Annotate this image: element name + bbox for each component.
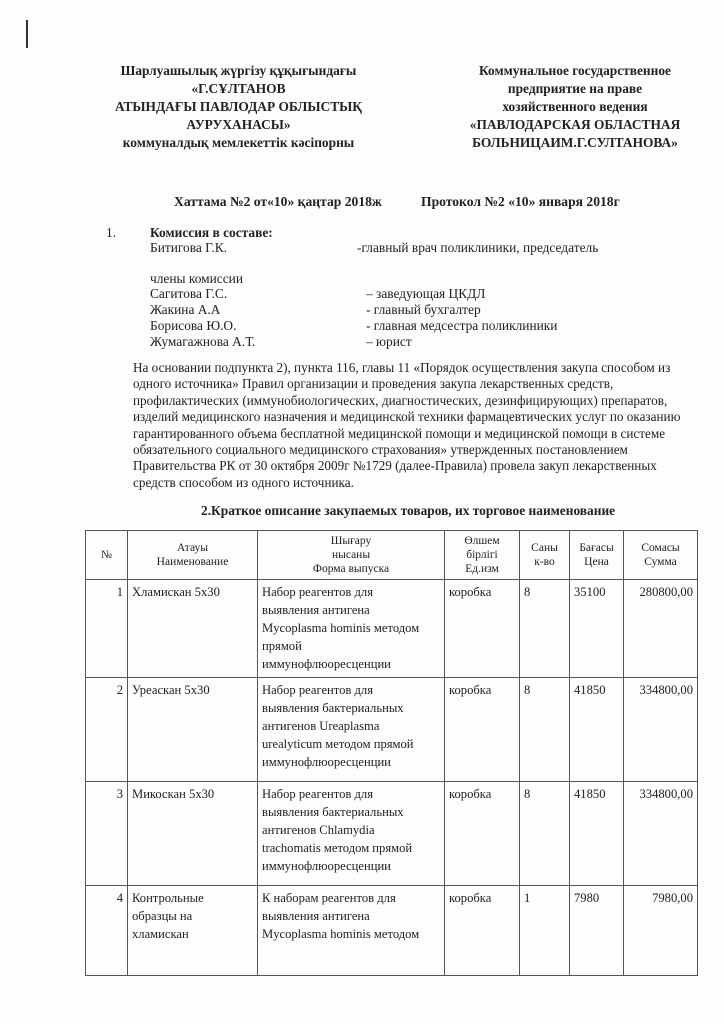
header-line: Шарлуашылық жүргізу құқығындағы	[120, 63, 357, 78]
row-form: Набор реагентов для выявления бактериальных антигенов Ureaplasma urealyticum методом прямой иммунофлюоресценции	[258, 678, 445, 782]
header-kazakh	[96, 62, 381, 152]
protocol-title-kz: Хаттама №2 от«10» қаңтар 2018ж	[174, 194, 382, 209]
row-name: Микоскан 5х30	[128, 782, 258, 886]
row-number: 4	[86, 886, 128, 976]
row-name: Хламискан 5х30	[128, 580, 258, 678]
row-form: К наборам реагентов для выявления антигена Mycoplasma hominis методом	[258, 886, 445, 976]
row-unit: коробка	[445, 782, 520, 886]
paragraph-line: гарантированного объема бесплатной медицинской помощи и медицинской помощи в системе	[133, 425, 666, 441]
header-line: «ПАВЛОДАРСКАЯ ОБЛАСТНАЯ	[469, 117, 681, 132]
table-header-row	[86, 531, 698, 580]
chair-name: Битигова Г.К.	[150, 240, 228, 255]
row-unit: коробка	[445, 886, 520, 976]
row-unit: коробка	[445, 678, 520, 782]
row-quantity: 8	[520, 782, 570, 886]
col-header-quantity: Саны к-во	[520, 531, 570, 580]
header-line: хозяйственного ведения	[502, 99, 648, 114]
member-name: Сагитова Г.С.	[150, 286, 228, 301]
table-row	[86, 678, 698, 782]
chair-role: -главный врач поликлиники, председатель	[357, 240, 599, 255]
paragraph-line: изделий медицинского назначения и медицинской техники фармацевтических услуг по оказанию	[133, 409, 681, 425]
header-line: БОЛЬНИЦАИМ.Г.СУЛТАНОВА»	[472, 135, 678, 150]
row-form: Набор реагентов для выявления бактериальных антигенов Chlamydia trachomatis методом прямой иммунофлюоресценции	[258, 782, 445, 886]
row-number: 2	[86, 678, 128, 782]
header-line: Коммунальное государственное	[479, 63, 671, 78]
paragraph-line: средств способом из одного источника.	[133, 474, 354, 490]
row-price: 41850	[570, 678, 624, 782]
member-name: Жакина А.А	[150, 302, 221, 317]
row-unit: коробка	[445, 580, 520, 678]
header-line: «Г.СҰЛТАНОВ	[191, 81, 286, 96]
section-title: 2.Краткое описание закупаемых товаров, их торговое наименование	[201, 503, 616, 518]
member-role: - главный бухгалтер	[366, 302, 481, 317]
margin-mark	[26, 20, 28, 48]
col-header-form: Шығару нысаны Форма выпуска	[258, 531, 445, 580]
paragraph-line: На основании подпункта 2), пункта 116, главы 11 «Порядок осуществления закупа способом из	[133, 360, 671, 375]
paragraph-line: Правительства РК от 30 октября 2009г №1729 (далее-Правила) провела закуп лекарственных	[133, 458, 657, 474]
table-row	[86, 782, 698, 886]
protocol-title-ru: Протокол №2 «10» января 2018г	[421, 194, 620, 209]
row-sum: 280800,00	[624, 580, 698, 678]
table-row	[86, 886, 698, 976]
member-name: Жумагажнова А.Т.	[150, 334, 256, 349]
row-price: 7980	[570, 886, 624, 976]
paragraph-line: обязательного социального медицинского страхования» утвержденных постановлением	[133, 442, 628, 458]
row-form: Набор реагентов для выявления антигена Mycoplasma hominis методом прямой иммунофлюоресценции	[258, 580, 445, 678]
row-name: Контрольные образцы на хламискан	[128, 886, 258, 976]
col-header-price: Бағасы Цена	[570, 531, 624, 580]
row-number: 1	[86, 580, 128, 678]
col-header-name: Атауы Наименование	[128, 531, 258, 580]
members-label: члены комиссии	[150, 271, 243, 286]
legal-basis-paragraph	[133, 360, 681, 491]
paragraph-line: одного источника» Правил организации и проведения закупа лекарственных средств,	[133, 376, 614, 392]
col-header-unit: Өлшем бірлігі Ед.изм	[445, 531, 520, 580]
header-line: АУРУХАНАСЫ»	[186, 117, 291, 132]
row-name: Уреаскан 5х30	[128, 678, 258, 782]
commission-heading: Комиссия в составе:	[150, 225, 273, 240]
header-line: АТЫНДАҒЫ ПАВЛОДАР ОБЛЫСТЫҚ	[114, 99, 363, 114]
header-line: коммуналдық мемлекеттік кәсіпорны	[122, 135, 355, 150]
row-sum: 334800,00	[624, 678, 698, 782]
member-role: – заведующая ЦКДЛ	[366, 286, 486, 301]
header-russian	[455, 62, 695, 152]
row-sum: 334800,00	[624, 782, 698, 886]
paragraph-line: профилактических (иммунобиологических, диагностических, дезинфицирующих) препаратов,	[133, 392, 668, 408]
row-price: 41850	[570, 782, 624, 886]
row-quantity: 8	[520, 678, 570, 782]
row-quantity: 1	[520, 886, 570, 976]
goods-table	[85, 530, 698, 976]
member-name: Борисова Ю.О.	[150, 318, 237, 333]
table-row	[86, 580, 698, 678]
row-price: 35100	[570, 580, 624, 678]
col-header-number: №	[86, 531, 128, 580]
row-sum: 7980,00	[624, 886, 698, 976]
header-line: предприятие на праве	[507, 81, 643, 96]
member-role: – юрист	[366, 334, 412, 349]
member-role: - главная медсестра поликлиники	[366, 318, 558, 333]
row-quantity: 8	[520, 580, 570, 678]
row-number: 3	[86, 782, 128, 886]
commission-heading-number: 1.	[106, 225, 117, 240]
col-header-sum: Сомасы Сумма	[624, 531, 698, 580]
